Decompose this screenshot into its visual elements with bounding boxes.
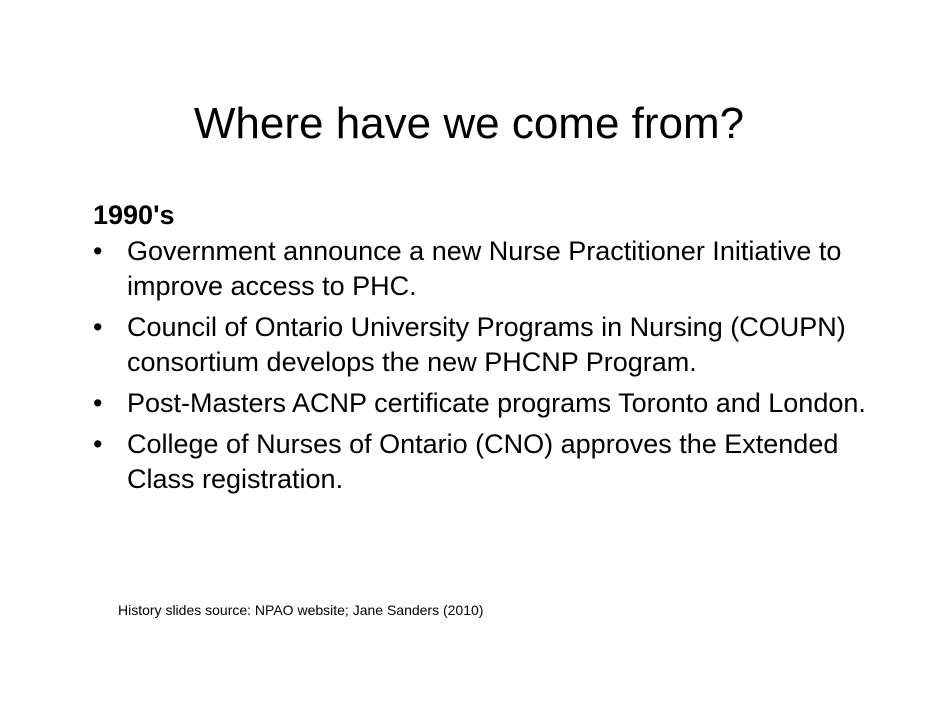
bullet-item	[93, 310, 913, 380]
bullet-icon: •	[93, 236, 103, 266]
bullet-icon: •	[93, 312, 103, 342]
bullet-list	[93, 234, 913, 497]
bullet-item	[93, 427, 913, 497]
bullet-icon: •	[93, 429, 103, 459]
bullet-icon: •	[93, 388, 103, 418]
section-heading: 1990's	[93, 200, 175, 230]
bullet-text: Government announce a new Nurse Practitioner Initiative to improve access to PHC.	[127, 236, 842, 301]
bullet-item	[93, 234, 913, 304]
bullet-item	[93, 386, 913, 421]
bullet-text: Council of Ontario University Programs in Nursing (COUPN) consortium develops the new PHCNP Program.	[127, 312, 846, 377]
bullet-text: College of Nurses of Ontario (CNO) approves the Extended Class registration.	[127, 429, 839, 494]
slide-content	[93, 196, 913, 503]
bullet-text: Post-Masters ACNP certificate programs Toronto and London.	[127, 388, 866, 418]
slide-title: Where have we come from?	[193, 99, 745, 148]
source-note: History slides source: NPAO website; Jane Sanders (2010)	[118, 602, 484, 618]
